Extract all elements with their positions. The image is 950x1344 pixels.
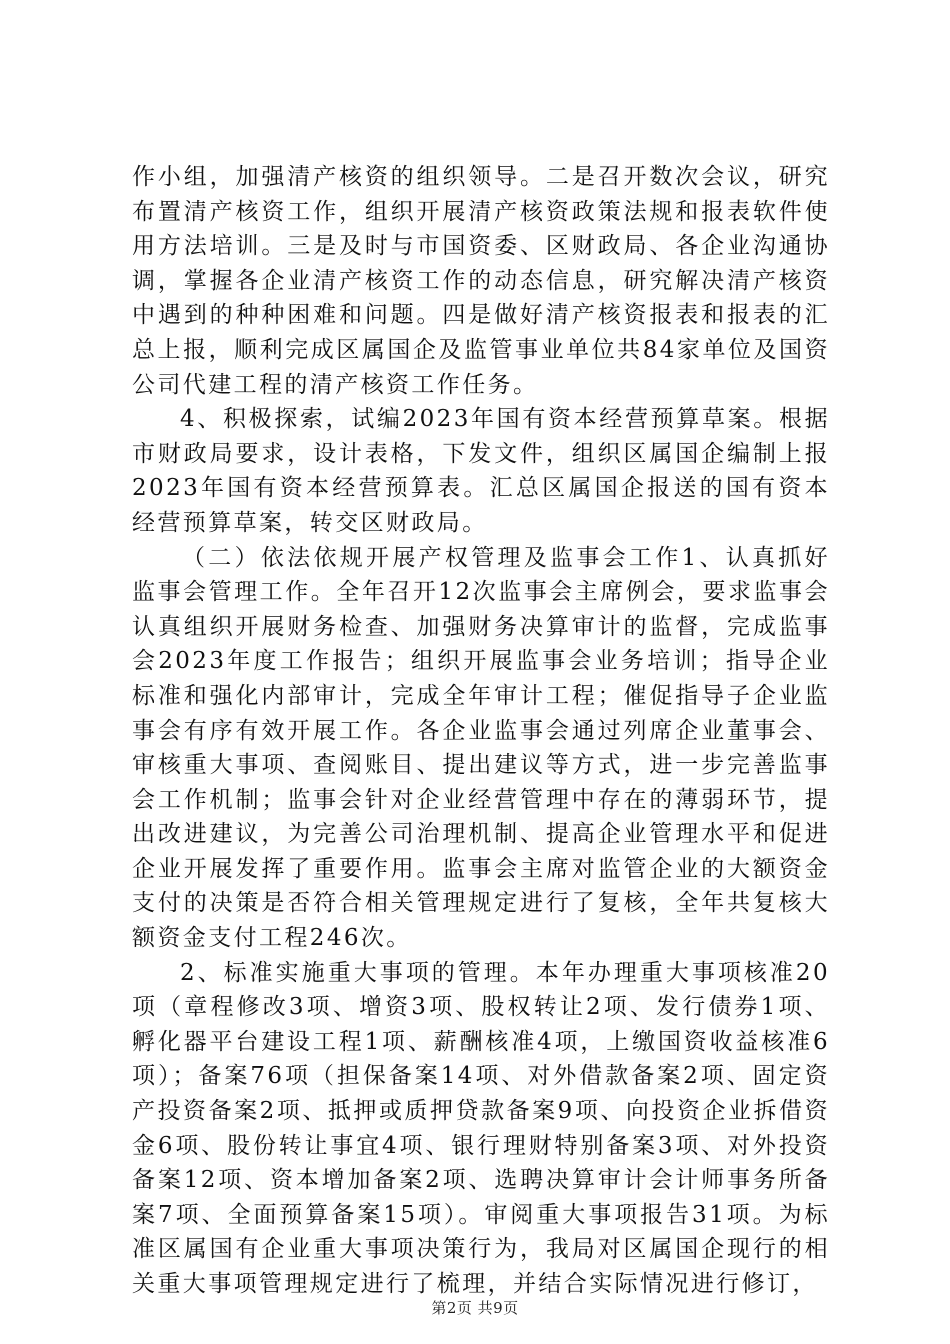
paragraph-continuation: 作小组，加强清产核资的组织领导。二是召开数次会议，研究布置清产核资工作，组织开展清产核资政策法规和报表软件使用方法培训。三是及时与市国资委、区财政局、各企业沟通协调，掌握各企业清产核资工作的动态信息，研究解决清产核资中遇到的种种困难和问题。四是做好清产核资报表和报表的汇总上报，顺利完成区属国企及监管事业单位共84家单位及国资公司代建工程的清产核资工作任务。 [132,164,830,398]
paragraph-supervisory-board: （二）依法依规开展产权管理及监事会工作1、认真抓好监事会管理工作。全年召开12次监事会主席例会，要求监事会认真组织开展财务检查、加强财务决算审计的监督，完成监事会2023年度工作报告；组织开展监事会业务培训；指导企业标准和强化内部审计，完成全年审计工程；催促指导子企业监事会有序有效开展工作。各企业监事会通过列席企业董事会、审核重大事项、查阅账目、提出建议等方式，进一步完善监事会工作机制；监事会针对企业经营管理中存在的薄弱环节，提出改进建议，为完善公司治理机制、提高企业管理水平和促进企业开展发挥了重要作用。监事会主席对监管企业的大额资金支付的决策是否符合相关管理规定进行了复核，全年共复核大额资金支付工程246次。 [132,544,830,952]
document-body [132,160,830,1302]
paragraph-budget-draft: 4、积极探索，试编2023年国有资本经营预算草案。根据市财政局要求，设计表格，下发文件，组织区属国企编制上报2023年国有资本经营预算表。汇总区属国企报送的国有资本经营预算草案，转交区财政局。 [132,406,830,536]
paragraph-major-matters: 2、标准实施重大事项的管理。本年办理重大事项核准20项（章程修改3项、增资3项、股权转让2项、发行债券1项、孵化器平台建设工程1项、薪酬核准4项，上缴国资收益核准6项）；备案76项（担保备案14项、对外借款备案2项、固定资产投资备案2项、抵押或质押贷款备案9项、向投资企业拆借资金6项、股份转让事宜4项、银行理财特别备案3项、对外投资备案12项、资本增加备案2项、选聘决算审计会计师事务所备案7项、全面预算备案15项）。审阅重大事项报告31项。为标准区属国有企业重大事项决策行为，我局对区属国企现行的相关重大事项管理规定进行了梳理，并结合实际情况进行修订， [132,959,830,1297]
page-number-footer: 第2页 共9页 [431,1299,519,1317]
